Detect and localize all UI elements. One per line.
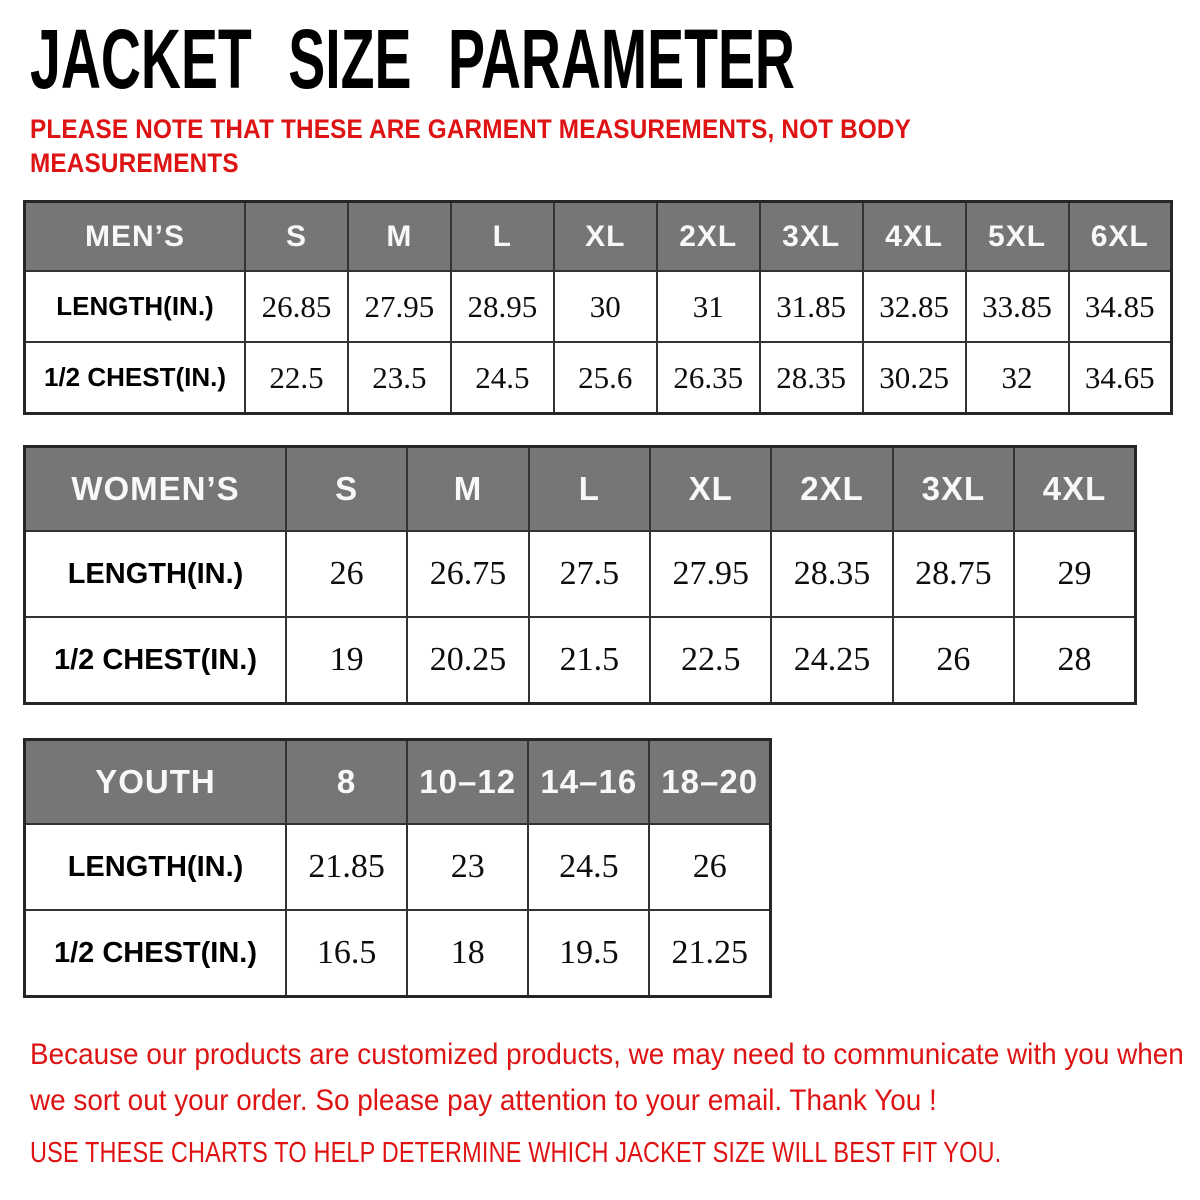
size-value-cell: 29	[1014, 531, 1135, 617]
mens-size-col-header: 5XL	[966, 202, 1069, 272]
row-label: 1/2 CHEST(IN.)	[25, 910, 287, 997]
womens-size-table-section	[23, 445, 1200, 705]
womens-size-col-header: S	[286, 447, 407, 532]
row-label: LENGTH(IN.)	[25, 271, 246, 342]
row-label: 1/2 CHEST(IN.)	[25, 617, 287, 704]
womens-size-col-header: XL	[650, 447, 771, 532]
mens-size-col-header: M	[348, 202, 451, 272]
size-value-cell: 19.5	[528, 910, 649, 997]
size-value-cell: 34.85	[1069, 271, 1172, 342]
size-value-cell: 32	[966, 342, 1069, 414]
youth-size-table	[23, 738, 772, 998]
size-value-cell: 28	[1014, 617, 1135, 704]
size-value-cell: 21.5	[529, 617, 650, 704]
size-value-cell: 30	[554, 271, 657, 342]
page-title-text: JACKET SIZE PARAMETER	[30, 12, 795, 106]
size-value-cell: 30.25	[863, 342, 966, 414]
mens-size-col-header: L	[451, 202, 554, 272]
size-value-cell: 23.5	[348, 342, 451, 414]
size-value-cell: 28.95	[451, 271, 554, 342]
mens-size-col-header: 4XL	[863, 202, 966, 272]
youth-table-title: YOUTH	[25, 740, 287, 825]
youth-size-col-header: 18–20	[649, 740, 770, 825]
mens-table-row	[25, 342, 1172, 414]
youth-table-row	[25, 910, 771, 997]
youth-table-row	[25, 824, 771, 910]
size-value-cell: 21.85	[286, 824, 407, 910]
womens-size-col-header: L	[529, 447, 650, 532]
size-value-cell: 31.85	[760, 271, 863, 342]
size-value-cell: 27.95	[650, 531, 771, 617]
mens-size-col-header: S	[245, 202, 348, 272]
mens-table-title: MEN’S	[25, 202, 246, 272]
size-value-cell: 26	[649, 824, 770, 910]
size-value-cell: 18	[407, 910, 528, 997]
mens-size-col-header: 2XL	[657, 202, 760, 272]
mens-size-col-header: 6XL	[1069, 202, 1172, 272]
size-value-cell: 26.85	[245, 271, 348, 342]
womens-size-col-header: 2XL	[771, 447, 892, 532]
womens-table-title: WOMEN’S	[25, 447, 287, 532]
size-value-cell: 19	[286, 617, 407, 704]
size-value-cell: 21.25	[649, 910, 770, 997]
womens-size-table	[23, 445, 1137, 705]
youth-size-col-header: 10–12	[407, 740, 528, 825]
size-value-cell: 25.6	[554, 342, 657, 414]
row-label: LENGTH(IN.)	[25, 531, 287, 617]
youth-header-row	[25, 740, 771, 825]
page-title	[30, 12, 1200, 106]
size-value-cell: 16.5	[286, 910, 407, 997]
size-value-cell: 22.5	[245, 342, 348, 414]
size-value-cell: 26	[893, 617, 1014, 704]
use-charts-advice: USE THESE CHARTS TO HELP DETERMINE WHICH JACKET SIZE WILL BEST FIT YOU.	[30, 1137, 1002, 1169]
mens-size-table	[23, 200, 1173, 415]
womens-table-row	[25, 531, 1136, 617]
size-value-cell: 33.85	[966, 271, 1069, 342]
mens-size-col-header: 3XL	[760, 202, 863, 272]
row-label: 1/2 CHEST(IN.)	[25, 342, 246, 414]
size-value-cell: 24.5	[528, 824, 649, 910]
size-value-cell: 26.35	[657, 342, 760, 414]
size-value-cell: 31	[657, 271, 760, 342]
size-value-cell: 28.35	[760, 342, 863, 414]
youth-size-col-header: 14–16	[528, 740, 649, 825]
size-value-cell: 23	[407, 824, 528, 910]
mens-table-row	[25, 271, 1172, 342]
youth-size-col-header: 8	[286, 740, 407, 825]
size-value-cell: 24.5	[451, 342, 554, 414]
mens-header-row	[25, 202, 1172, 272]
size-value-cell: 28.35	[771, 531, 892, 617]
size-value-cell: 27.5	[529, 531, 650, 617]
size-value-cell: 20.25	[407, 617, 528, 704]
womens-size-col-header: 3XL	[893, 447, 1014, 532]
size-value-cell: 22.5	[650, 617, 771, 704]
mens-size-table-section	[23, 200, 1200, 415]
mens-size-col-header: XL	[554, 202, 657, 272]
garment-measurements-note: PLEASE NOTE THAT THESE ARE GARMENT MEASUREMENTS, NOT BODY MEASUREMENTS	[30, 114, 911, 178]
womens-table-row	[25, 617, 1136, 704]
youth-size-table-section	[23, 738, 1200, 998]
size-value-cell: 34.65	[1069, 342, 1172, 414]
size-value-cell: 32.85	[863, 271, 966, 342]
size-value-cell: 26	[286, 531, 407, 617]
size-value-cell: 26.75	[407, 531, 528, 617]
customized-products-notice: Because our products are customized products, we may need to communicate with you when we sort out your order. So please pay attention to your email. Thank You !	[30, 1038, 1184, 1117]
womens-size-col-header: 4XL	[1014, 447, 1135, 532]
size-value-cell: 27.95	[348, 271, 451, 342]
size-value-cell: 24.25	[771, 617, 892, 704]
size-value-cell: 28.75	[893, 531, 1014, 617]
womens-header-row	[25, 447, 1136, 532]
row-label: LENGTH(IN.)	[25, 824, 287, 910]
womens-size-col-header: M	[407, 447, 528, 532]
